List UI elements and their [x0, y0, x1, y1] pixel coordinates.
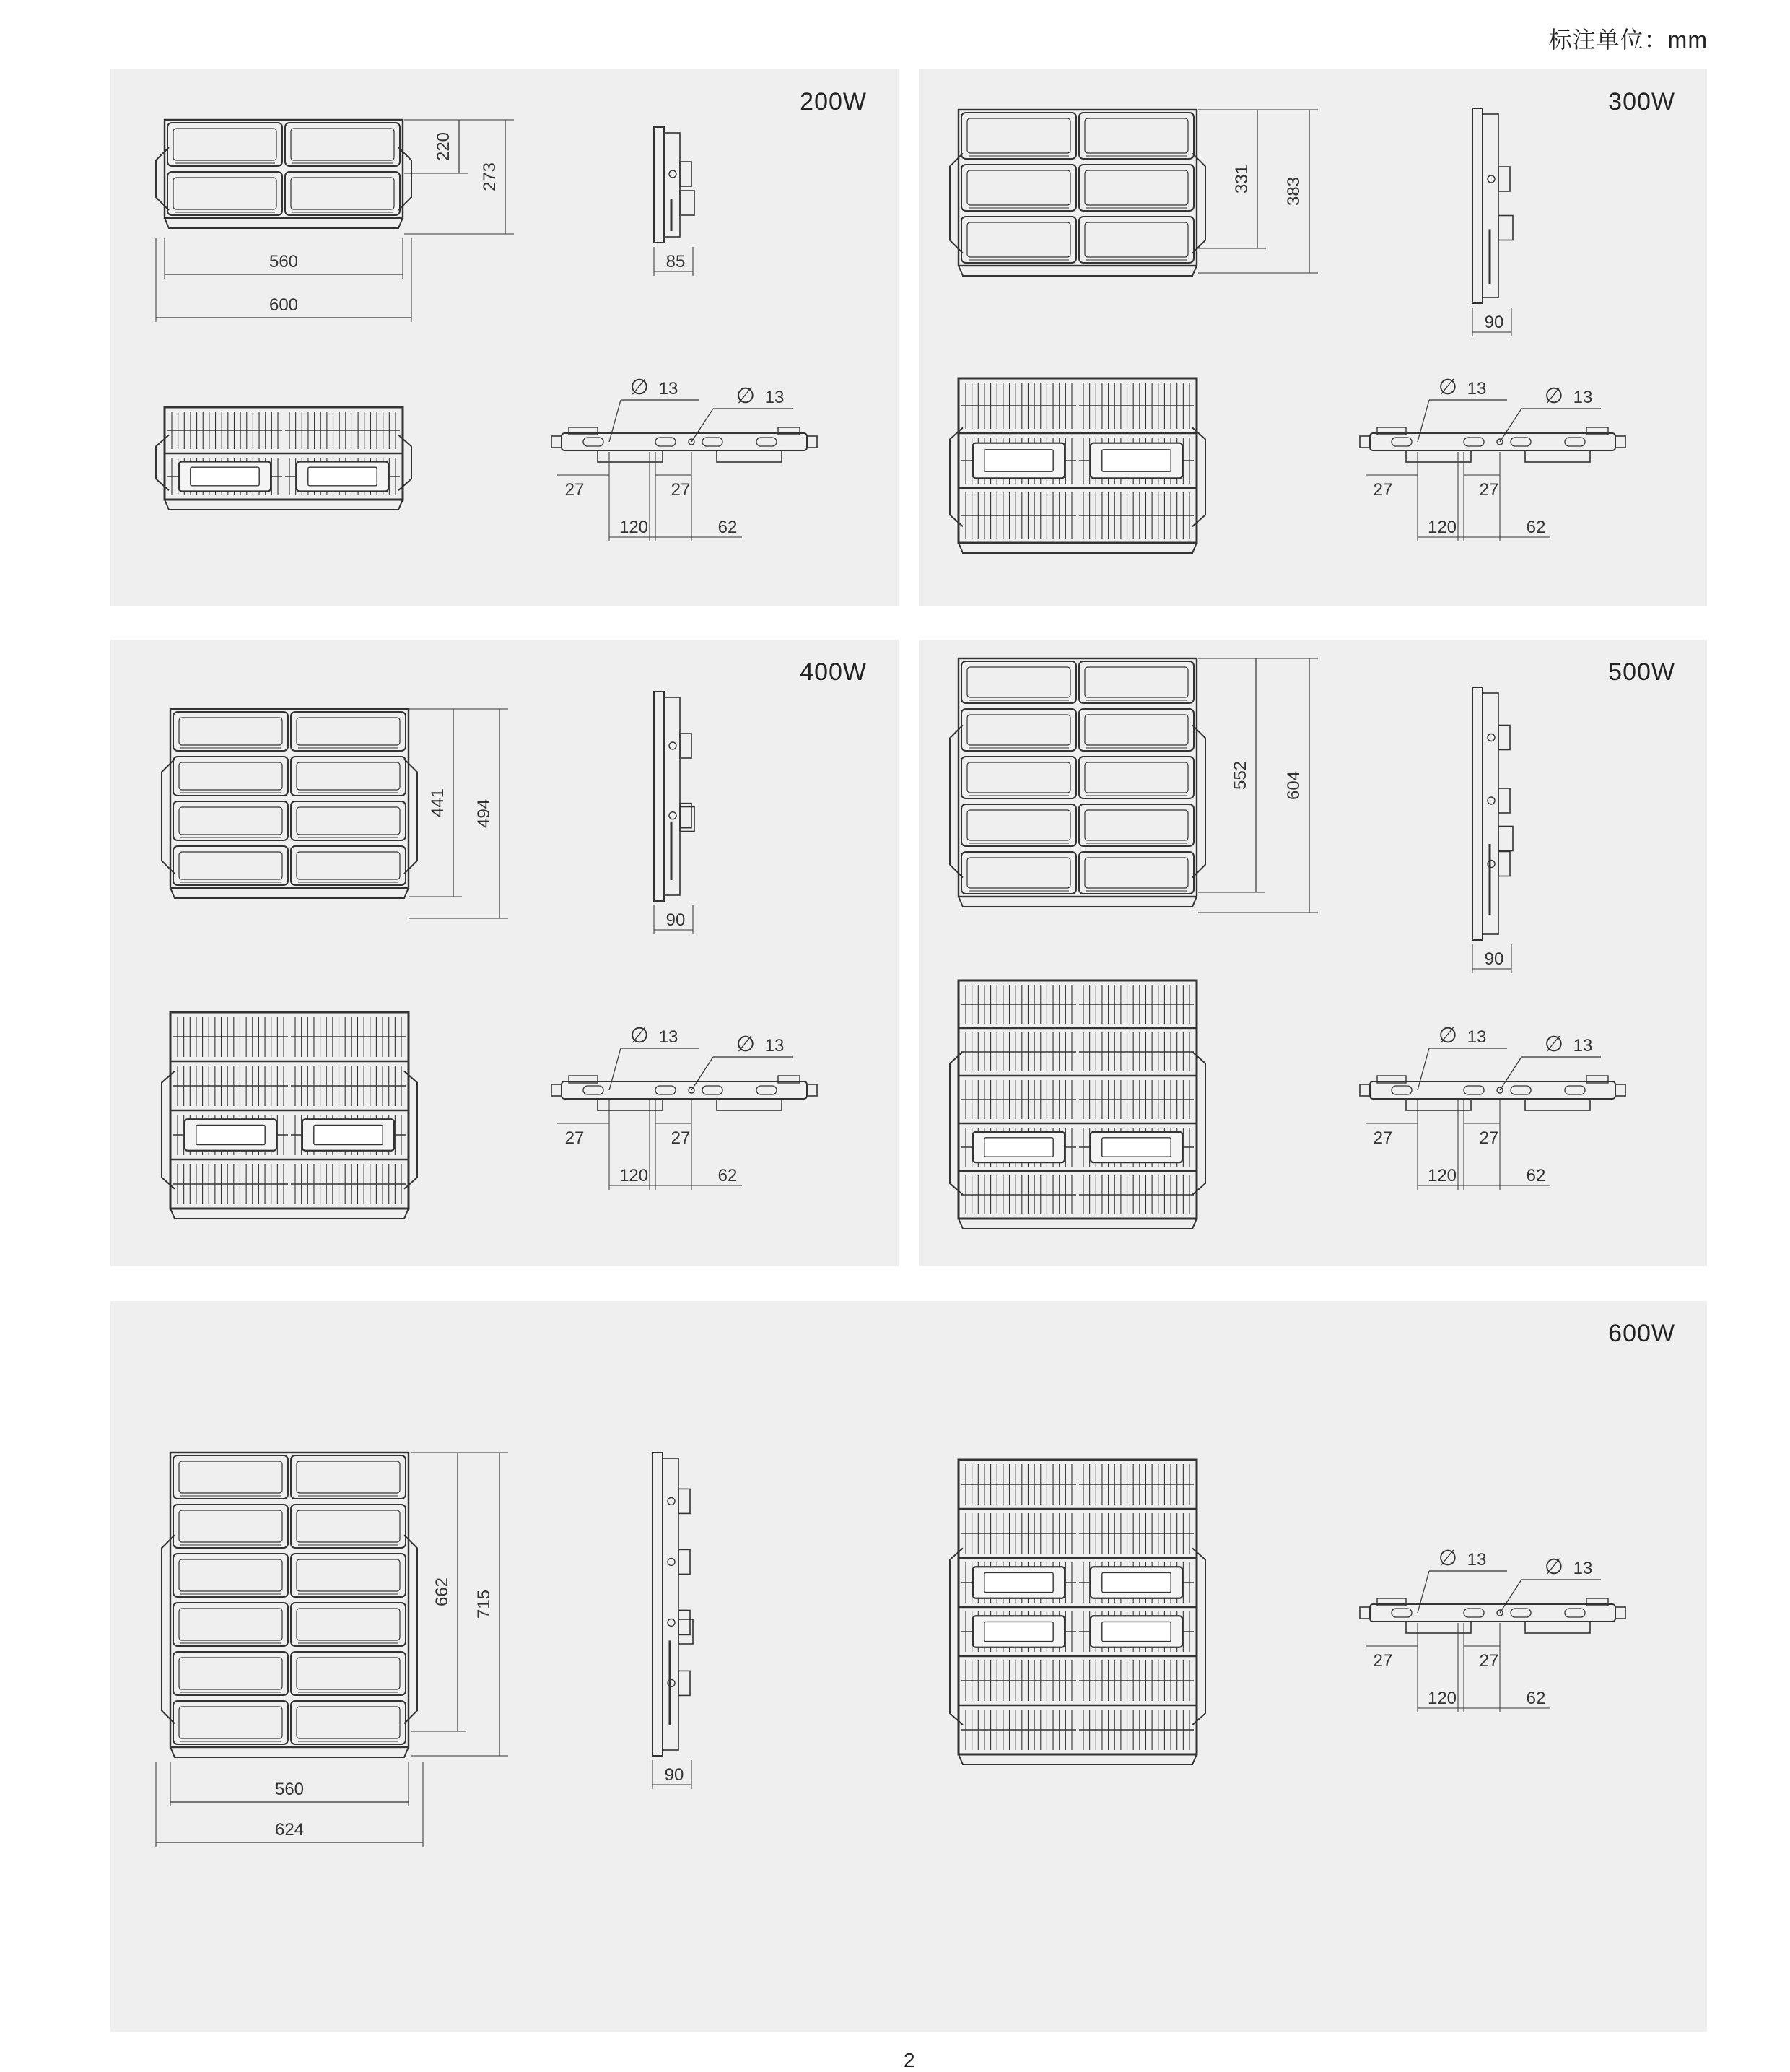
hole-diameter-label: 13 — [1573, 388, 1593, 407]
end-offset-label: 62 — [1526, 1166, 1546, 1185]
side-depth-label: 90 — [1484, 313, 1504, 332]
front-view — [162, 1453, 417, 1757]
bracket-view — [1360, 1024, 1625, 1190]
diameter-icon: ∅ — [1438, 1024, 1458, 1048]
diameter-icon: ∅ — [1544, 1555, 1564, 1579]
diameter-icon: ∅ — [735, 1032, 756, 1056]
outer-height-label: 715 — [474, 1589, 494, 1619]
inner-height-label: 331 — [1232, 164, 1252, 194]
end-offset-label: 62 — [717, 518, 738, 537]
side-depth-label: 90 — [665, 910, 686, 930]
front-view — [950, 110, 1205, 276]
wattage-label: 300W — [1608, 88, 1675, 116]
outer-width-label: 624 — [274, 1820, 305, 1840]
units-label: 标注单位：mm — [1548, 27, 1708, 53]
side-view — [654, 692, 694, 934]
end-offset-label: 62 — [717, 1166, 738, 1185]
spacing-label: 120 — [1427, 1166, 1457, 1185]
offset-label: 27 — [1373, 1128, 1393, 1148]
hole-diameter-label: 13 — [658, 1027, 678, 1047]
inner-height-label: 662 — [432, 1577, 452, 1607]
height-dimensions — [411, 1453, 508, 1756]
hole-diameter-label: 13 — [658, 379, 678, 399]
hole-diameter-label: 13 — [764, 1036, 785, 1055]
end-offset-label: 62 — [1526, 1689, 1546, 1708]
hole-diameter-label: 13 — [764, 388, 785, 407]
back-view — [950, 1460, 1205, 1764]
inner-width-label: 560 — [274, 1780, 305, 1799]
offset-label: 27 — [1479, 480, 1499, 500]
inner-height-label: 441 — [428, 788, 448, 818]
offset-label: 27 — [1479, 1128, 1499, 1148]
side-view — [654, 127, 694, 276]
hole-diameter-label: 13 — [1573, 1559, 1593, 1578]
diameter-icon: ∅ — [1438, 1546, 1458, 1570]
outer-height-label: 383 — [1284, 176, 1304, 206]
offset-label: 27 — [1373, 1651, 1393, 1671]
front-view — [950, 658, 1205, 907]
diameter-icon: ∅ — [629, 375, 650, 399]
wattage-label: 500W — [1608, 658, 1675, 686]
diameter-icon: ∅ — [735, 384, 756, 408]
bracket-view — [551, 375, 817, 541]
front-view — [156, 120, 411, 228]
bracket-view — [551, 1024, 817, 1190]
outer-height-label: 273 — [480, 162, 499, 192]
outer-height-label: 604 — [1284, 770, 1304, 801]
back-view — [950, 980, 1205, 1229]
end-offset-label: 62 — [1526, 518, 1546, 537]
diameter-icon: ∅ — [1544, 1032, 1564, 1056]
hole-diameter-label: 13 — [1467, 1550, 1487, 1570]
diameter-icon: ∅ — [1438, 375, 1458, 399]
side-view — [652, 1453, 693, 1789]
height-dimensions — [409, 709, 508, 918]
hole-diameter-label: 13 — [1573, 1036, 1593, 1055]
diameter-icon: ∅ — [1544, 384, 1564, 408]
outer-height-label: 494 — [474, 798, 494, 829]
spacing-label: 120 — [619, 518, 649, 537]
height-dimensions — [1198, 658, 1318, 913]
spacing-label: 120 — [619, 1166, 649, 1185]
hole-diameter-label: 13 — [1467, 1027, 1487, 1047]
bracket-view — [1360, 1546, 1625, 1712]
side-view — [1472, 687, 1513, 973]
side-depth-label: 90 — [664, 1765, 684, 1785]
side-view — [1472, 108, 1513, 336]
side-depth-label: 90 — [1484, 949, 1504, 969]
spacing-label: 120 — [1427, 1689, 1457, 1708]
offset-label: 27 — [671, 480, 691, 500]
offset-label: 27 — [564, 1128, 585, 1148]
height-dimensions — [404, 120, 514, 234]
back-view — [950, 378, 1205, 553]
spacing-label: 120 — [1427, 518, 1457, 537]
offset-label: 27 — [671, 1128, 691, 1148]
wattage-label: 600W — [1608, 1320, 1675, 1347]
inner-width-label: 560 — [268, 252, 299, 271]
back-view — [162, 1012, 417, 1219]
back-view — [156, 407, 411, 510]
page-number: 2 — [904, 2049, 915, 2071]
hole-diameter-label: 13 — [1467, 379, 1487, 399]
outer-width-label: 600 — [268, 295, 299, 315]
width-dimensions — [156, 238, 411, 322]
front-view — [162, 709, 417, 898]
diameter-icon: ∅ — [629, 1024, 650, 1048]
offset-label: 27 — [1373, 480, 1393, 500]
width-dimensions — [156, 1762, 423, 1847]
inner-height-label: 552 — [1231, 760, 1250, 791]
wattage-label: 200W — [800, 88, 867, 116]
side-depth-label: 85 — [665, 252, 686, 271]
bracket-view — [1360, 375, 1625, 541]
offset-label: 27 — [1479, 1651, 1499, 1671]
offset-label: 27 — [564, 480, 585, 500]
height-dimensions — [1198, 110, 1318, 273]
inner-height-label: 220 — [434, 131, 453, 162]
wattage-label: 400W — [800, 658, 867, 686]
